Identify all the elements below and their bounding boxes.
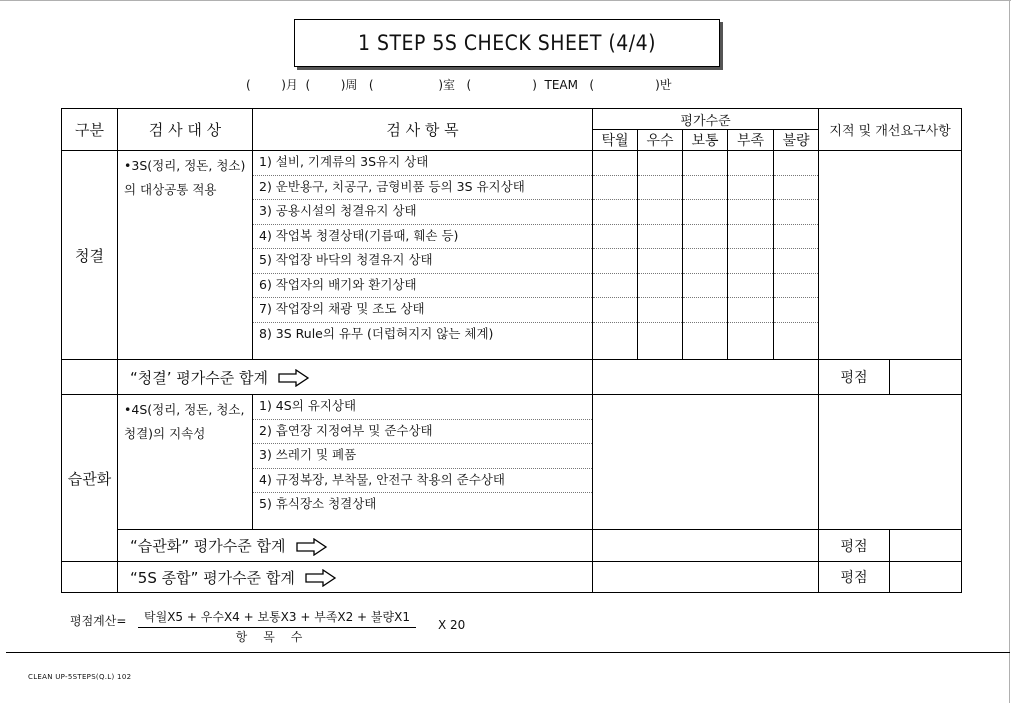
check-item: 6) 작업자의 배기와 환기상태: [253, 274, 592, 299]
page-border-right: [1009, 0, 1010, 703]
check-item: 4) 작업복 청결상태(기름때, 훼손 등): [253, 225, 592, 250]
formula-denominator: 항목수: [235, 630, 319, 644]
grade-column[interactable]: [638, 151, 683, 360]
check-item: 8) 3S Rule의 유무 (더럽혀지지 않는 체계): [259, 325, 494, 341]
target-habit: •4S(정리, 정돈, 청소, 청결)의 지속성: [118, 395, 253, 530]
grade-column[interactable]: [683, 151, 728, 360]
arrow-right-icon: [305, 569, 337, 587]
total-cell[interactable]: [593, 530, 819, 562]
score-value[interactable]: [890, 562, 962, 593]
section-habit: [62, 395, 962, 530]
check-item: 3) 쓰레기 및 폐품: [253, 444, 592, 469]
grade-poor: 부족: [728, 130, 774, 151]
grade-average: 보통: [683, 130, 728, 151]
summary-row-habit: [62, 530, 962, 562]
header-target: 검 사 대 상: [118, 109, 253, 151]
grade-bad: 불량: [774, 130, 819, 151]
arrow-right-icon: [278, 369, 310, 387]
formula-label: 평점계산=: [70, 614, 127, 628]
header-category: 구분: [62, 109, 118, 151]
arrow-right-icon: [296, 538, 328, 556]
total-cell[interactable]: [593, 562, 819, 593]
grade-column[interactable]: [593, 151, 638, 360]
check-item: 7) 작업장의 채광 및 조도 상태: [253, 298, 592, 323]
page-border-top: [0, 0, 1011, 1]
check-item: 1) 4S의 유지상태: [253, 395, 592, 420]
items-habit: [253, 395, 593, 530]
score-label: 평점: [819, 360, 890, 395]
remarks-cell[interactable]: [819, 151, 962, 360]
score-value[interactable]: [890, 530, 962, 562]
target-cleanliness: •3S(정리, 정돈, 청소)의 대상공통 적용: [118, 151, 253, 360]
header-items: 검 사 항 목: [253, 109, 593, 151]
header-evaluation: 평가수준: [593, 109, 819, 130]
header-remarks: 지적 및 개선요구사항: [819, 109, 962, 151]
score-label: 평점: [819, 530, 890, 562]
check-item: 5) 휴식장소 청결상태: [259, 496, 377, 511]
formula-numerator: 탁월X5 + 우수X4 + 보통X3 + 부족X2 + 불량X1: [138, 608, 416, 628]
formula-multiplier: X 20: [438, 618, 466, 632]
grade-column[interactable]: [774, 151, 819, 360]
footer-divider: [6, 652, 1010, 653]
summary-total: [118, 562, 593, 593]
section-cleanliness: [62, 151, 962, 360]
grade-column[interactable]: [728, 151, 774, 360]
check-item: 2) 운반용구, 치공구, 금형비품 등의 3S 유지상태: [253, 176, 592, 201]
summary-row-cleanliness: [62, 360, 962, 395]
category-cleanliness: 청결: [62, 151, 118, 360]
grade-excellent: 탁월: [593, 130, 638, 151]
remarks-cell[interactable]: [819, 395, 962, 530]
summary-habit: [118, 530, 593, 562]
summary-label: “청결’ 평가수준 합계: [130, 368, 268, 387]
summary-label: “습관화” 평가수준 합계: [130, 537, 286, 555]
score-label: 평점: [819, 562, 890, 593]
check-item: 1) 설비, 기계류의 3S유지 상태: [253, 151, 592, 176]
check-item: 4) 규정복장, 부착물, 안전구 착용의 준수상태: [253, 469, 592, 494]
check-sheet-table: [61, 108, 962, 593]
summary-cleanliness: [118, 360, 593, 395]
items-cleanliness: [253, 151, 593, 360]
check-item: 3) 공용시설의 청결유지 상태: [253, 200, 592, 225]
summary-label: “5S 종합” 평가수준 합계: [130, 568, 295, 587]
check-item: 2) 흡연장 지정여부 및 준수상태: [253, 420, 592, 445]
summary-row-total: [62, 562, 962, 593]
period-team-line: ( )月 ( )周 ( )室 ( ) TEAM ( )반: [246, 78, 672, 92]
check-item: 5) 작업장 바닥의 청결유지 상태: [253, 249, 592, 274]
footer-code: CLEAN UP-5STEPS(Q.L) 102: [28, 673, 132, 681]
sheet-title: 1 STEP 5S CHECK SHEET (4/4): [294, 19, 720, 67]
score-value[interactable]: [890, 360, 962, 395]
grade-good: 우수: [638, 130, 683, 151]
grade-area[interactable]: [593, 395, 819, 530]
total-cell[interactable]: [593, 360, 819, 395]
category-habit: 습관화: [62, 395, 118, 562]
